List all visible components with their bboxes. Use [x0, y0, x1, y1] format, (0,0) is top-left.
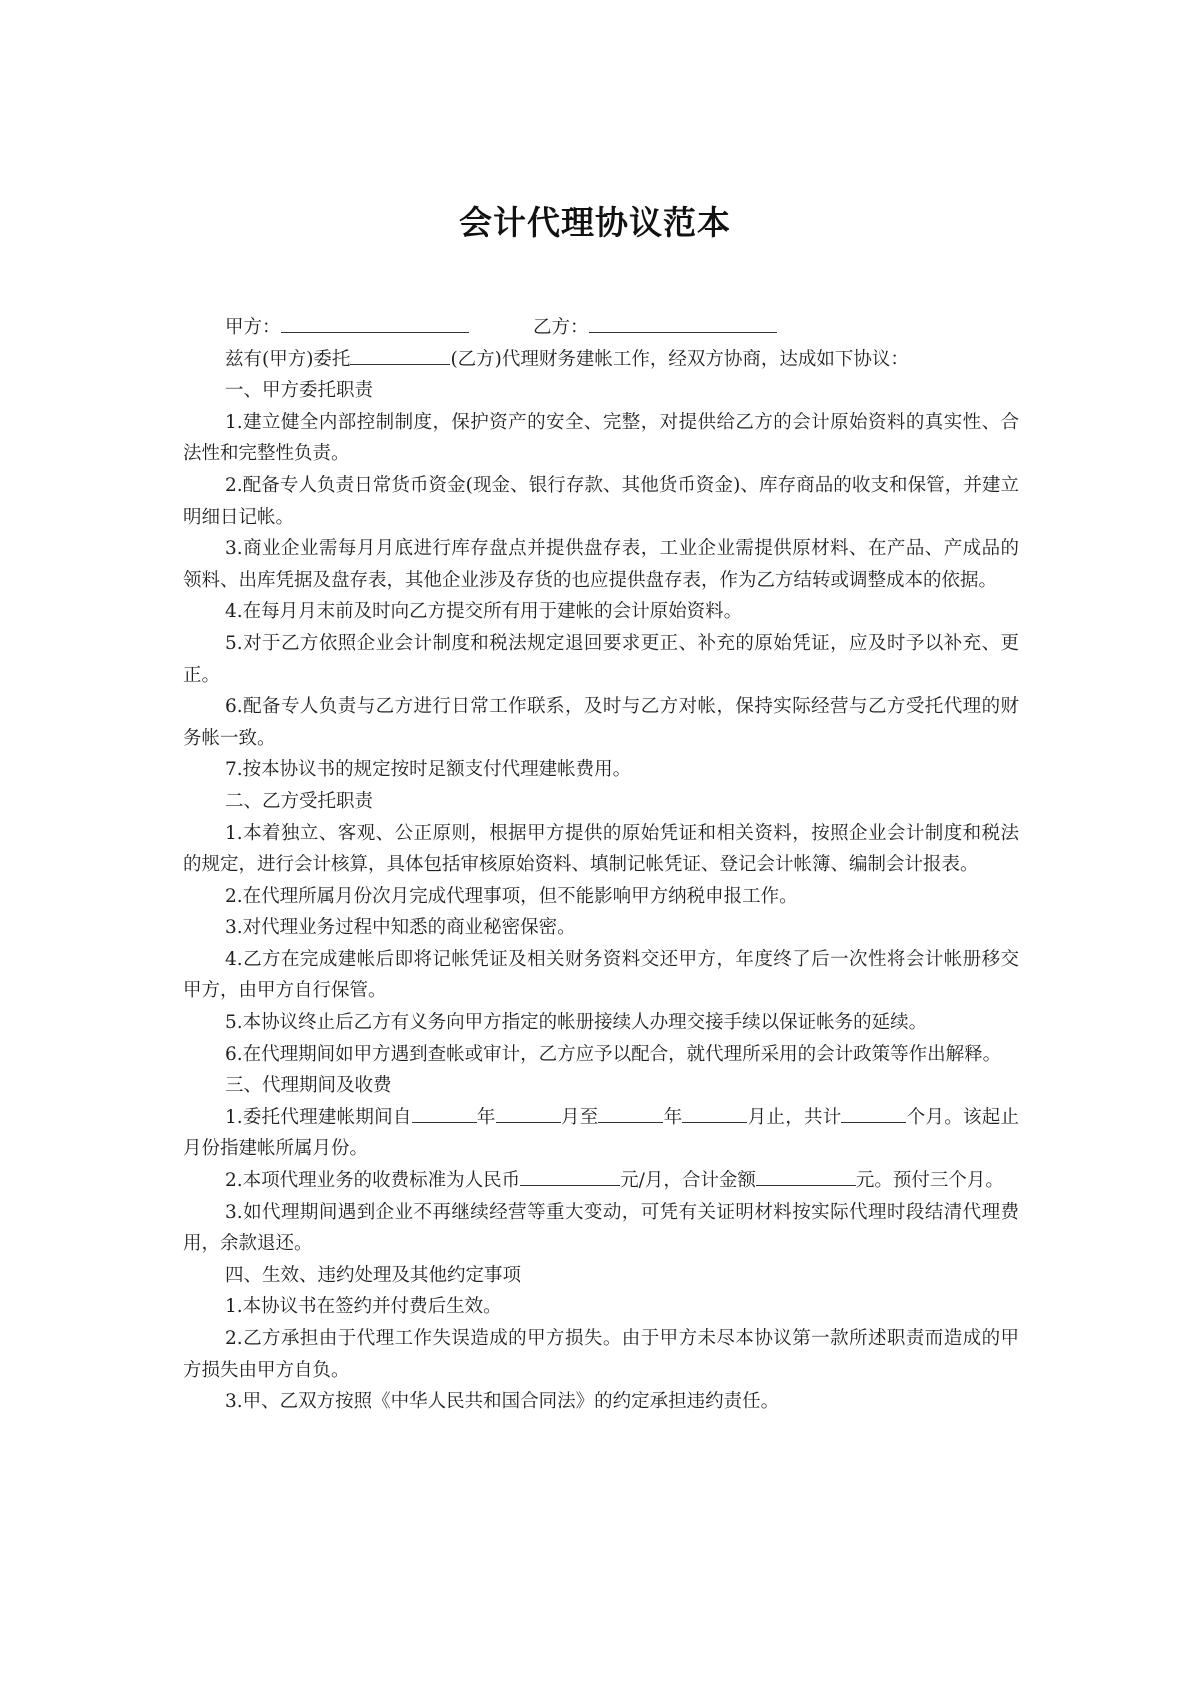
clause: 3.对代理业务过程中知悉的商业秘密保密。 [225, 917, 576, 939]
clause-period: 1.委托代理建帐期间自 年 月至 年 月止，共计 个月。该起止月份指建帐所属月份。 [183, 1102, 1019, 1165]
party-a-label: 甲方： [225, 317, 281, 338]
total-months-blank [841, 1102, 906, 1123]
clause-fee: 2.本项代理业务的收费标准为人民币 元/月，合计金额 元。预付三个月。 [183, 1165, 1019, 1197]
total-amount-blank [756, 1165, 856, 1186]
document-title: 会计代理协议范本 [459, 203, 731, 242]
clause: 2.乙方承担由于代理工作失误造成的甲方损失。由于甲方未尽本协议第一款所述职责而造成的甲方损失由甲方自负。 [183, 1328, 1019, 1381]
clause: 7.按本协议书的规定按时足额支付代理建帐费用。 [225, 759, 632, 781]
start-year-blank [412, 1102, 477, 1123]
clause: 3.如代理期间遇到企业不再继续经营等重大变动，可凭有关证明材料按实际代理时段结清代理费用，余款退还。 [183, 1201, 1019, 1255]
section-heading: 三、代理期间及收费 [225, 1075, 392, 1097]
clause: 6.在代理期间如甲方遇到查帐或审计，乙方应予以配合，就代理所采用的会计政策等作出解释。 [225, 1043, 1002, 1065]
clause: 2.配备专人负责日常货币资金(现金、银行存款、其他货币资金)、库存商品的收支和保管，并建立明细日记帐。 [183, 474, 1019, 528]
end-year-blank [598, 1102, 663, 1123]
party-a-blank [281, 312, 469, 333]
party-a [225, 312, 469, 344]
section-heading: 四、生效、违约处理及其他约定事项 [225, 1264, 522, 1286]
clause: 1.本着独立、客观、公正原则，根据甲方提供的原始凭证和相关资料，按照企业会计制度和税法的规定，进行会计核算，具体包括审核原始资料、填制记帐凭证、登记会计帐簿、编制会计报表。 [183, 822, 1019, 876]
clause: 1.本协议书在签约并付费后生效。 [225, 1296, 502, 1318]
clause: 6.配备专人负责与乙方进行日常工作联系，及时与乙方对帐，保持实际经营与乙方受托代理的财务帐一致。 [183, 696, 1019, 749]
party-b-label: 乙方： [533, 317, 589, 338]
start-month-blank [496, 1102, 561, 1123]
clause: 5.本协议终止后乙方有义务向甲方指定的帐册接续人办理交接手续以保证帐务的延续。 [225, 1012, 928, 1034]
party-b [533, 312, 777, 344]
client-blank [350, 344, 450, 365]
clause: 3.甲、乙双方按照《中华人民共和国合同法》的约定承担违约责任。 [225, 1391, 780, 1413]
clause: 4.乙方在完成建帐后即将记帐凭证及相关财务资料交还甲方，年度终了后一次性将会计帐册移交甲方，由甲方自行保管。 [183, 948, 1019, 1002]
party-b-blank [589, 312, 777, 333]
clause: 1.建立健全内部控制制度，保护资产的安全、完整，对提供给乙方的会计原始资料的真实性、合法性和完整性负责。 [183, 411, 1019, 465]
end-month-blank [682, 1102, 747, 1123]
clause: 5.对于乙方依照企业会计制度和税法规定退回要求更正、补充的原始凭证，应及时予以补充、更正。 [183, 632, 1019, 686]
clause: 2.在代理所属月份次月完成代理事项，但不能影响甲方纳税申报工作。 [225, 885, 798, 907]
section-heading: 一、甲方委托职责 [225, 380, 374, 402]
clause: 3.商业企业需每月月底进行库存盘点并提供盘存表，工业企业需提供原材料、在产品、产成品的领料、出库凭据及盘存表，其他企业涉及存货的也应提供盘存表，作为乙方结转或调整成本的依据。 [183, 538, 1019, 591]
parties-line [183, 312, 1019, 344]
monthly-fee-blank [520, 1165, 620, 1186]
clause: 4.在每月月末前及时向乙方提交所有用于建帐的会计原始资料。 [225, 601, 743, 623]
section-heading: 二、乙方受托职责 [225, 790, 374, 812]
intro-paragraph: 兹有(甲方)委托 (乙方)代理财务建帐工作，经双方协商，达成如下协议： [183, 344, 1019, 376]
document-body [183, 312, 1019, 1418]
